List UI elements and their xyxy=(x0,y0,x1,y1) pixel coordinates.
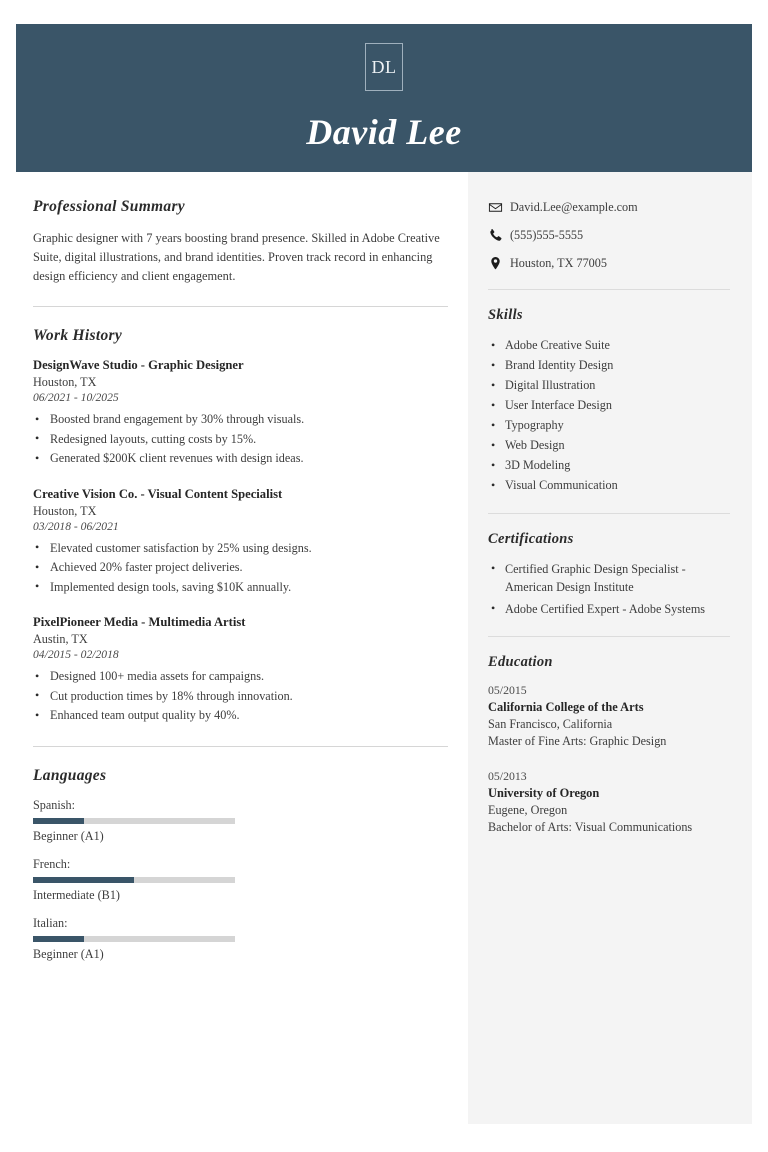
divider xyxy=(488,289,730,290)
divider xyxy=(488,636,730,637)
skill-item: • Web Design xyxy=(488,436,730,455)
education-degree: Master of Fine Arts: Graphic Design xyxy=(488,733,667,748)
language-progress-fill xyxy=(33,877,134,883)
skills-list xyxy=(488,336,730,495)
language-item xyxy=(33,798,235,844)
language-item xyxy=(33,916,235,962)
language-name: Spanish: xyxy=(33,797,75,812)
language-progress-track xyxy=(33,936,235,942)
section-contact xyxy=(488,200,730,271)
section-title-work-history: Work History xyxy=(33,327,123,344)
languages-grid xyxy=(33,798,448,962)
job-bullet: • Designed 100+ media assets for campaigns. xyxy=(33,667,448,687)
resume-page xyxy=(16,24,752,1124)
section-title-languages: Languages xyxy=(33,766,107,784)
job-dates: 04/2015 - 02/2018 xyxy=(33,648,119,661)
contact-row-address[interactable] xyxy=(488,256,730,271)
job-entry xyxy=(33,358,448,469)
job-bullet: • Boosted brand engagement by 30% through visuals. xyxy=(33,410,448,430)
education-entry xyxy=(488,769,730,835)
job-entry xyxy=(33,487,448,598)
envelope-icon xyxy=(488,200,510,215)
skill-item: • Digital Illustration xyxy=(488,376,730,395)
skill-item: • Adobe Creative Suite xyxy=(488,336,730,355)
job-title: PixelPioneer Media - Multimedia Artist xyxy=(33,615,246,629)
section-work-history xyxy=(33,327,448,726)
language-progress-fill xyxy=(33,936,84,942)
section-professional-summary xyxy=(33,198,448,286)
job-bullet: • Generated $200K client revenues with design ideas. xyxy=(33,449,448,469)
skill-item: • Brand Identity Design xyxy=(488,356,730,375)
language-progress-fill xyxy=(33,818,84,824)
certification-item: • Adobe Certified Expert - Adobe Systems xyxy=(488,600,730,618)
language-progress-track xyxy=(33,818,235,824)
section-languages xyxy=(33,767,448,962)
resume-body xyxy=(16,172,752,1124)
certification-item: • Certified Graphic Design Specialist - American Design Institute xyxy=(488,560,730,596)
education-location: San Francisco, California xyxy=(488,716,613,731)
phone-icon xyxy=(488,228,510,243)
contact-email: David.Lee@example.com xyxy=(510,200,638,214)
skill-item: • Visual Communication xyxy=(488,476,730,495)
education-date: 05/2015 xyxy=(488,682,527,697)
summary-text: Graphic designer with 7 years boosting brand presence. Skilled in Adobe Creative Suite, digital illustrations, and brand identities. Proven track record in enhancing design efficiency and client engagement. xyxy=(33,231,440,283)
language-name: French: xyxy=(33,856,71,871)
education-school: California College of the Arts xyxy=(488,699,644,714)
contact-phone: (555)555-5555 xyxy=(510,228,584,242)
main-column xyxy=(16,172,468,1124)
skill-item: • 3D Modeling xyxy=(488,456,730,475)
job-bullet: • Elevated customer satisfaction by 25% using designs. xyxy=(33,539,448,559)
section-title-summary: Professional Summary xyxy=(33,198,185,215)
job-bullets xyxy=(33,410,448,469)
language-name: Italian: xyxy=(33,915,68,930)
resume-header xyxy=(16,24,752,172)
monogram-badge xyxy=(365,43,403,91)
language-item xyxy=(33,857,235,903)
education-location: Eugene, Oregon xyxy=(488,802,568,817)
job-bullet: • Enhanced team output quality by 40%. xyxy=(33,706,448,726)
section-title-skills: Skills xyxy=(488,307,523,323)
job-dates: 03/2018 - 06/2021 xyxy=(33,519,119,533)
education-degree: Bachelor of Arts: Visual Communications xyxy=(488,819,693,834)
map-pin-icon xyxy=(488,256,510,271)
job-entry xyxy=(33,615,448,726)
job-bullet: • Redesigned layouts, cutting costs by 15%. xyxy=(33,430,448,450)
education-school: University of Oregon xyxy=(488,785,600,800)
education-date: 05/2013 xyxy=(488,768,527,783)
job-bullet: • Achieved 20% faster project deliveries. xyxy=(33,558,448,578)
candidate-name: David Lee xyxy=(306,112,462,152)
job-title: DesignWave Studio - Graphic Designer xyxy=(33,358,244,372)
job-location: Houston, TX xyxy=(33,503,97,518)
section-title-certifications: Certifications xyxy=(488,530,574,547)
contact-address: Houston, TX 77005 xyxy=(510,256,607,270)
divider xyxy=(33,306,448,307)
language-level: Beginner (A1) xyxy=(33,946,104,961)
skill-item: • User Interface Design xyxy=(488,396,730,415)
monogram-initials: DL xyxy=(371,56,397,77)
section-skills xyxy=(488,307,730,495)
contact-row-email[interactable] xyxy=(488,200,730,215)
section-certifications xyxy=(488,531,730,618)
divider xyxy=(33,746,448,747)
skill-item: • Typography xyxy=(488,416,730,435)
job-location: Austin, TX xyxy=(33,632,88,646)
job-dates: 06/2021 - 10/2025 xyxy=(33,391,119,404)
section-education xyxy=(488,654,730,835)
job-bullets xyxy=(33,667,448,726)
divider xyxy=(488,513,730,514)
education-entry xyxy=(488,683,730,749)
sidebar-column xyxy=(468,172,752,1124)
job-bullets xyxy=(33,539,448,598)
job-location: Houston, TX xyxy=(33,375,97,389)
job-bullet: • Implemented design tools, saving $10K annually. xyxy=(33,578,448,598)
certifications-list xyxy=(488,560,730,618)
language-progress-track xyxy=(33,877,235,883)
section-title-education: Education xyxy=(488,653,553,670)
job-title: Creative Vision Co. - Visual Content Specialist xyxy=(33,486,283,501)
language-level: Beginner (A1) xyxy=(33,828,104,843)
contact-row-phone[interactable] xyxy=(488,228,730,243)
language-level: Intermediate (B1) xyxy=(33,887,120,902)
job-bullet: • Cut production times by 18% through innovation. xyxy=(33,687,448,707)
